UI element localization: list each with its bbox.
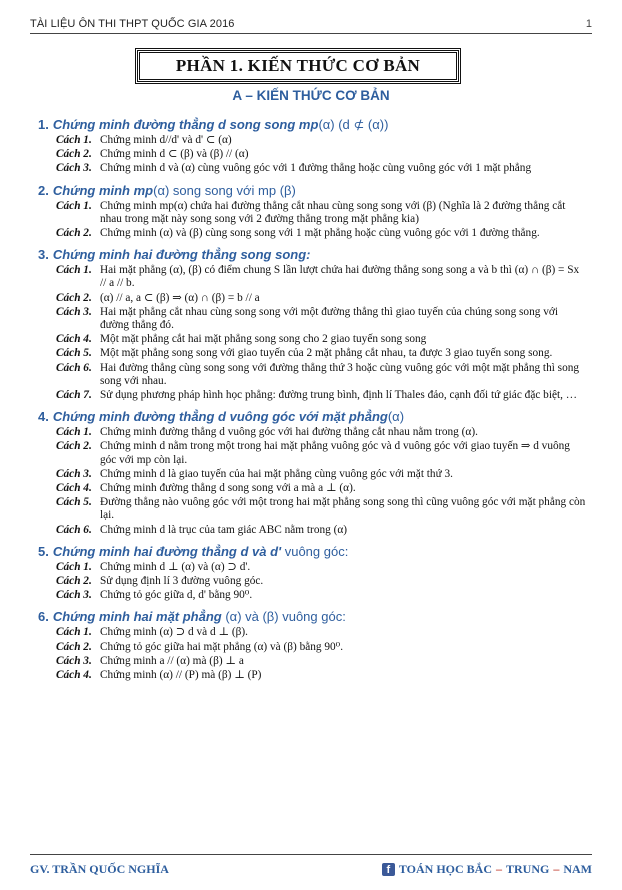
footer-sep-2: – <box>553 862 560 876</box>
method-item <box>38 440 586 466</box>
method-item <box>38 162 586 175</box>
method-item <box>38 524 586 537</box>
topic-heading <box>38 182 586 199</box>
method-label: Cách 2. <box>56 575 92 588</box>
section-title: A – KIẾN THỨC CƠ BẢN <box>232 88 390 103</box>
method-item <box>38 200 586 226</box>
header-title: TÀI LIỆU ÔN THI THPT QUỐC GIA 2016 <box>30 18 235 30</box>
method-label: Cách 5. <box>56 347 92 360</box>
method-text: Chứng minh d ⊥ (α) và (α) ⊃ d'. <box>100 560 251 573</box>
method-text: Chứng minh mp(α) chứa hai đường thẳng cắt nhau cùng song song với (β) (Nghĩa là 2 đường thẳng cắt nhau trong mặt này song song với 2 đường thẳng trong mặt phẳng kia) <box>100 199 566 225</box>
method-text: Hai mặt phẳng (α), (β) có điểm chung S lần lượt chứa hai đường thẳng song song a và b thì (α) ∩ (β) = Sx // a // b. <box>100 264 580 290</box>
method-text: Sử dụng định lí 3 đường vuông góc. <box>100 575 264 588</box>
method-text: Chứng minh d là trục của tam giác ABC nằm trong (α) <box>100 523 348 536</box>
method-text: Chứng minh (α) // (P) mà (β) ⊥ (P) <box>100 669 262 682</box>
method-label: Cách 3. <box>56 467 92 480</box>
page-footer <box>30 854 592 880</box>
method-item <box>38 655 586 668</box>
method-text: Chứng minh (α) ⊃ d và d ⊥ (β). <box>100 626 249 639</box>
method-text: Chứng tỏ góc giữa d, d' bằng 90⁰. <box>100 589 253 602</box>
method-text: (α) // a, a ⊂ (β) ⇒ (α) ∩ (β) = b // a <box>100 291 260 304</box>
topic-4 <box>38 408 586 537</box>
footer-sep-1: – <box>495 862 502 876</box>
method-item <box>38 496 586 522</box>
method-label: Cách 3. <box>56 305 92 318</box>
method-text: Chứng minh d là giao tuyến của hai mặt phẳng cùng vuông góc với mặt thứ 3. <box>100 467 453 480</box>
topic-2 <box>38 182 586 241</box>
method-label: Cách 3. <box>56 162 92 175</box>
method-label: Cách 1. <box>56 264 92 277</box>
footer-brand <box>382 862 592 877</box>
method-label: Cách 2. <box>56 640 92 653</box>
method-item <box>38 227 586 240</box>
method-item <box>38 589 586 602</box>
method-label: Cách 5. <box>56 496 92 509</box>
method-text: Hai mặt phẳng cắt nhau cùng song song với một đường thẳng thì giao tuyến của chúng song song với đường thẳng đó. <box>100 305 558 332</box>
footer-author: GV. TRẦN QUỐC NGHĨA <box>30 862 169 876</box>
part-title: PHẦN 1. KIẾN THỨC CƠ BẢN <box>175 56 421 75</box>
method-item <box>38 134 586 147</box>
method-text: Chứng minh (α) và (β) cùng song song với 1 mặt phẳng hoặc cùng vuông góc với 1 đường thẳng. <box>100 227 540 240</box>
topic-title-tail: (α) và (β) vuông góc: <box>221 609 346 625</box>
topic-title: Chứng minh hai đường thẳng d và d' <box>52 543 282 559</box>
method-label: Cách 2. <box>56 440 92 453</box>
method-item <box>38 389 586 402</box>
topic-heading <box>38 608 586 625</box>
method-label: Cách 4. <box>56 482 92 495</box>
topic-3 <box>38 246 586 402</box>
method-item <box>38 641 586 654</box>
topic-title: Chứng minh đường thẳng d vuông góc với mặt phẳng <box>52 409 388 425</box>
part-title-box <box>137 50 459 82</box>
topic-1 <box>38 116 586 176</box>
method-label: Cách 1. <box>56 134 92 146</box>
topic-title: Chứng minh hai mặt phẳng <box>52 609 222 625</box>
method-text: Đường thẳng nào vuông góc với một trong hai mặt phẳng song song thì cũng vuông góc với mặt phẳng còn lại. <box>100 496 586 522</box>
method-label: Cách 6. <box>56 523 92 536</box>
method-label: Cách 1. <box>56 426 92 439</box>
method-text: Hai đường thẳng cùng song song với đường thẳng thứ 3 hoặc cùng vuông góc với một mặt phẳng thì song song với nhau. <box>100 361 580 387</box>
method-text: Chứng minh d nằm trong một trong hai mặt phẳng vuông góc và d vuông góc với giao tuyến ⇒ d vuông góc với mp còn lại. <box>100 440 570 466</box>
topic-heading <box>38 408 586 425</box>
topics-list <box>38 116 586 688</box>
method-item <box>38 626 586 639</box>
method-text: Sử dụng phương pháp hình học phẳng: đường trung bình, định lí Thales đảo, cạnh đối tứ giác đặc biệt, … <box>100 389 578 402</box>
method-item <box>38 306 586 332</box>
topic-title-tail: vuông góc: <box>281 543 349 559</box>
method-item <box>38 468 586 481</box>
method-text: Chứng minh d và (α) cùng vuông góc với 1 đường thẳng hoặc cùng vuông góc với 1 mặt phẳng <box>100 162 532 175</box>
footer-brand-a: TOÁN HỌC BẮC <box>398 862 492 876</box>
method-item <box>38 669 586 682</box>
method-label: Cách 1. <box>56 199 92 212</box>
method-item <box>38 292 586 305</box>
topic-6 <box>38 608 586 682</box>
topic-number: 4. <box>38 409 49 425</box>
method-label: Cách 7. <box>56 389 92 402</box>
footer-brand-c: NAM <box>563 862 592 876</box>
method-label: Cách 4. <box>56 669 92 682</box>
topic-number: 6. <box>38 609 49 625</box>
method-item <box>38 575 586 588</box>
method-text: Chứng minh đường thẳng d song song với a mà a ⊥ (α). <box>100 482 356 495</box>
method-item <box>38 561 586 574</box>
topic-title: Chứng minh đường thẳng d song song mp <box>52 117 319 132</box>
method-item <box>38 148 586 161</box>
method-label: Cách 2. <box>56 227 92 240</box>
topic-5 <box>38 543 586 603</box>
topic-title: Chứng minh hai đường thẳng song song: <box>52 247 311 263</box>
topic-heading <box>38 543 586 560</box>
method-label: Cách 3. <box>56 654 92 667</box>
topic-heading <box>38 116 586 133</box>
footer-brand-b: TRUNG <box>505 862 550 876</box>
method-text: Một mặt phẳng song song với giao tuyến của 2 mặt phẳng cắt nhau, ta được 3 giao tuyến song song. <box>100 347 553 360</box>
method-text: Chứng minh đường thẳng d vuông góc với hai đường thẳng cắt nhau nằm trong (α). <box>100 426 478 439</box>
method-label: Cách 6. <box>56 361 92 374</box>
method-item <box>38 362 586 388</box>
method-label: Cách 1. <box>56 626 92 639</box>
method-label: Cách 2. <box>56 148 92 161</box>
topic-number: 1. <box>38 117 49 132</box>
method-item <box>38 426 586 439</box>
page-header <box>30 14 592 34</box>
method-item <box>38 264 586 290</box>
method-text: Một mặt phẳng cắt hai mặt phẳng song song cho 2 giao tuyến song song <box>100 333 427 346</box>
method-item <box>38 333 586 346</box>
method-text: Chứng tỏ góc giữa hai mặt phẳng (α) và (β) bằng 90⁰. <box>100 640 344 653</box>
method-text: Chứng minh d//d' và d' ⊂ (α) <box>100 134 232 146</box>
method-label: Cách 2. <box>56 291 92 304</box>
topic-number: 3. <box>38 247 49 263</box>
method-label: Cách 1. <box>56 560 92 573</box>
topic-title-tail: (α) song song với mp (β) <box>153 182 296 198</box>
method-item <box>38 482 586 495</box>
topic-title: Chứng minh mp <box>52 182 154 198</box>
topic-number: 2. <box>38 182 49 198</box>
facebook-icon: f <box>382 863 395 876</box>
topic-heading <box>38 246 586 263</box>
topic-number: 5. <box>38 543 49 559</box>
topic-title-tail: (α) <box>387 409 405 425</box>
method-label: Cách 4. <box>56 333 92 346</box>
method-text: Chứng minh d ⊂ (β) và (β) // (α) <box>100 148 249 161</box>
page-number: 1 <box>585 18 592 30</box>
method-text: Chứng minh a // (α) mà (β) ⊥ a <box>100 654 244 667</box>
topic-title-tail: (α) (d ⊄ (α)) <box>318 117 389 132</box>
method-label: Cách 3. <box>56 589 92 602</box>
method-item <box>38 347 586 360</box>
